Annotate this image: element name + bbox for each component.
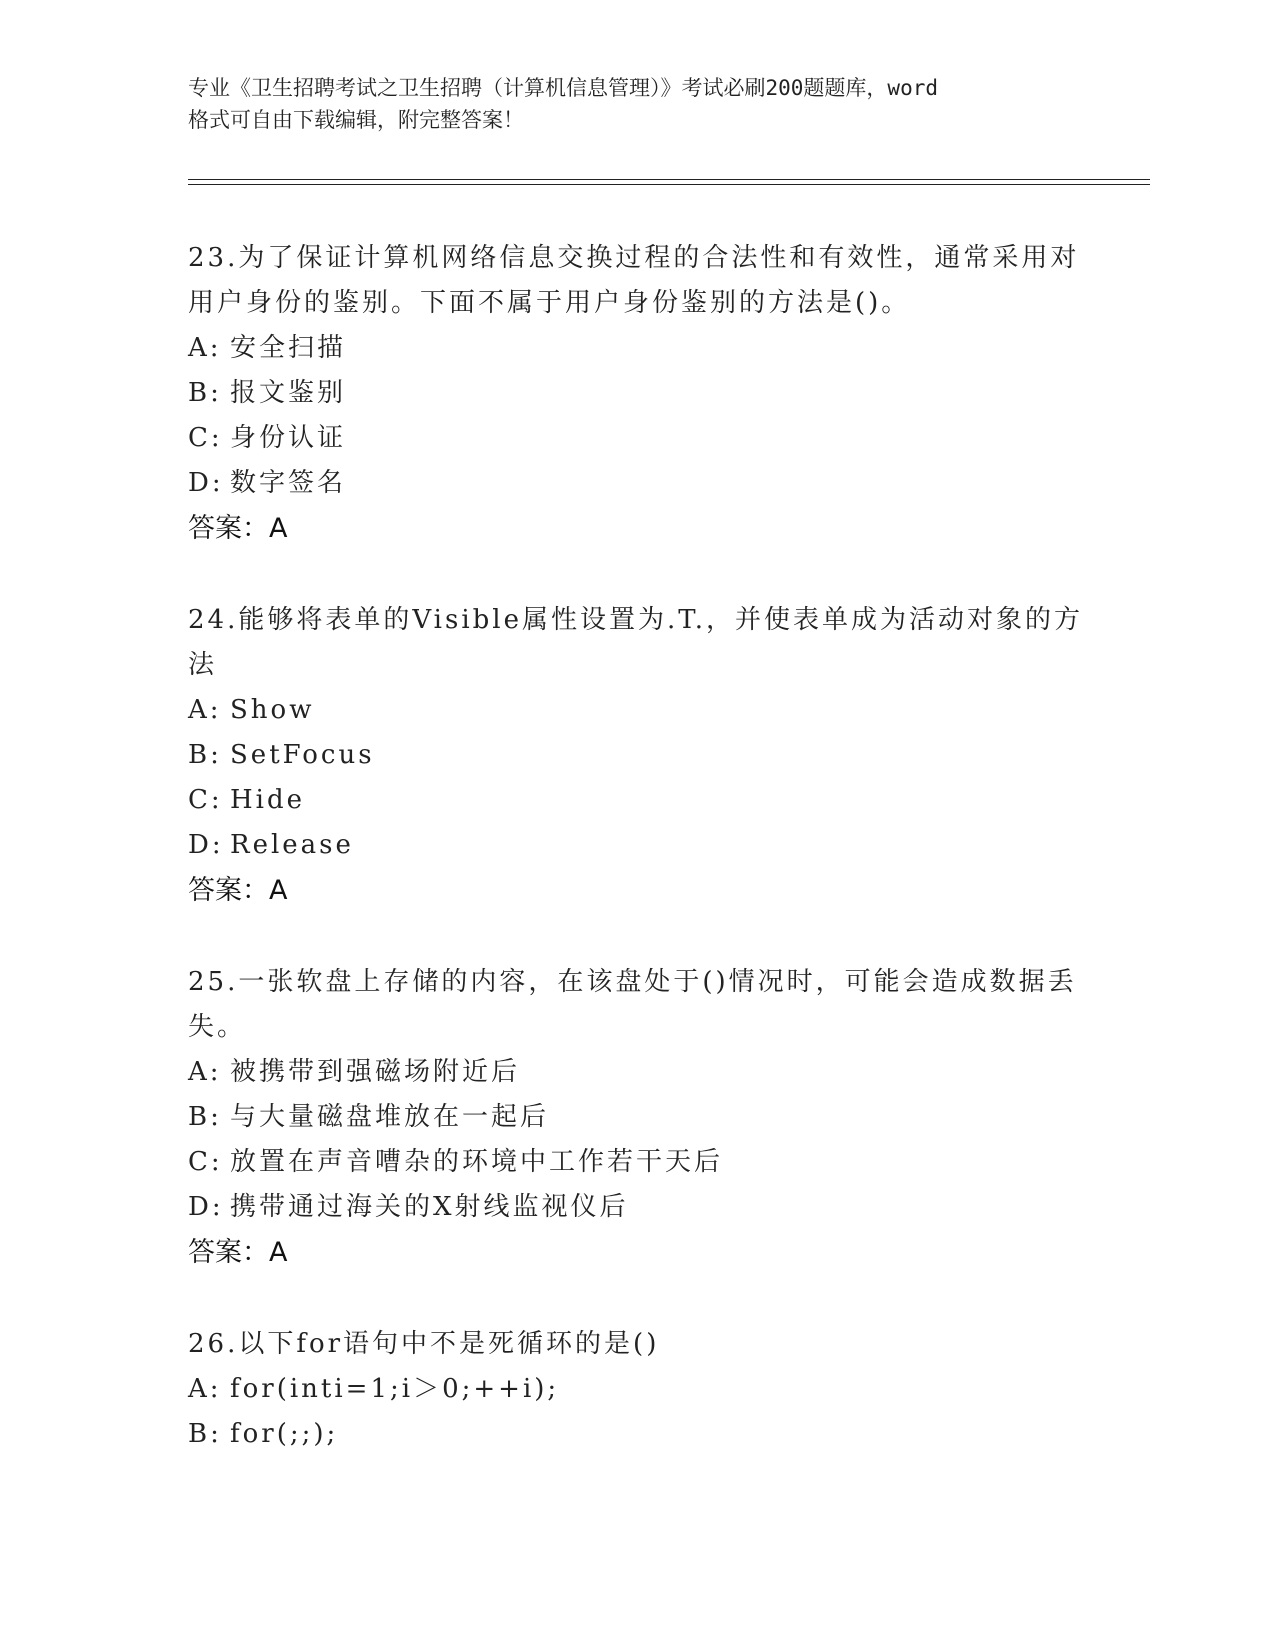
option-a xyxy=(188,1050,1088,1095)
option-letter: B: xyxy=(188,1419,222,1449)
option-a xyxy=(188,688,1088,733)
option-d xyxy=(188,823,1088,868)
option-a xyxy=(188,1367,1088,1412)
question-stem: 23.为了保证计算机网络信息交换过程的合法性和有效性，通常采用对用户身份的鉴别。下面不属于用户身份鉴别的方法是()。 xyxy=(188,243,1080,318)
option-text: 被携带到强磁场附近后 xyxy=(230,1057,521,1087)
question-list xyxy=(188,236,1088,1503)
option-text: Hide xyxy=(230,785,306,815)
option-text: SetFocus xyxy=(230,740,375,770)
header-divider-top xyxy=(188,179,1150,180)
option-letter: A: xyxy=(188,1374,222,1404)
option-letter: B: xyxy=(188,378,222,408)
option-letter: B: xyxy=(188,740,222,770)
option-text: 放置在声音嘈杂的环境中工作若干天后 xyxy=(230,1147,724,1177)
option-text: 报文鉴别 xyxy=(230,378,347,408)
option-text: 身份认证 xyxy=(230,423,347,453)
question-26 xyxy=(188,1322,1088,1457)
option-letter: C: xyxy=(188,785,223,815)
option-text: 安全扫描 xyxy=(230,333,347,363)
option-text: 与大量磁盘堆放在一起后 xyxy=(230,1102,550,1132)
header-line-2: 格式可自由下载编辑，附完整答案！ xyxy=(188,108,524,132)
question-stem: 26.以下for语句中不是死循环的是() xyxy=(188,1329,660,1359)
option-a xyxy=(188,326,1088,371)
answer-line: 答案：A xyxy=(188,513,288,544)
option-letter: A: xyxy=(188,333,222,363)
option-letter: A: xyxy=(188,695,222,725)
option-c xyxy=(188,1140,1088,1185)
option-letter: D: xyxy=(188,468,224,498)
option-text: 数字签名 xyxy=(230,468,347,498)
option-letter: D: xyxy=(188,830,224,860)
document-header xyxy=(188,72,1088,136)
option-text: for(;;); xyxy=(230,1419,339,1449)
question-stem: 24.能够将表单的Visible属性设置为.T.，并使表单成为活动对象的方法 xyxy=(188,605,1084,680)
option-letter: B: xyxy=(188,1102,222,1132)
option-d xyxy=(188,461,1088,506)
question-24 xyxy=(188,598,1088,914)
question-stem: 25.一张软盘上存储的内容，在该盘处于()情况时，可能会造成数据丢失。 xyxy=(188,967,1077,1042)
option-text: for(inti=1;i＞0;++i); xyxy=(230,1374,560,1404)
option-text: Release xyxy=(230,830,354,860)
option-c xyxy=(188,778,1088,823)
option-b xyxy=(188,1095,1088,1140)
answer-line: 答案：A xyxy=(188,875,288,906)
question-23 xyxy=(188,236,1088,552)
option-text: Show xyxy=(230,695,315,725)
header-line-1: 专业《卫生招聘考试之卫生招聘（计算机信息管理）》考试必刷200题题库，word xyxy=(188,76,938,100)
option-b xyxy=(188,1412,1088,1457)
question-25 xyxy=(188,960,1088,1276)
option-letter: A: xyxy=(188,1057,222,1087)
option-letter: D: xyxy=(188,1192,224,1222)
answer-line: 答案：A xyxy=(188,1237,288,1268)
option-letter: C: xyxy=(188,1147,223,1177)
option-b xyxy=(188,733,1088,778)
option-c xyxy=(188,416,1088,461)
option-letter: C: xyxy=(188,423,223,453)
option-b xyxy=(188,371,1088,416)
option-d xyxy=(188,1185,1088,1230)
header-divider-bottom xyxy=(188,184,1150,185)
option-text: 携带通过海关的X射线监视仪后 xyxy=(230,1192,629,1222)
